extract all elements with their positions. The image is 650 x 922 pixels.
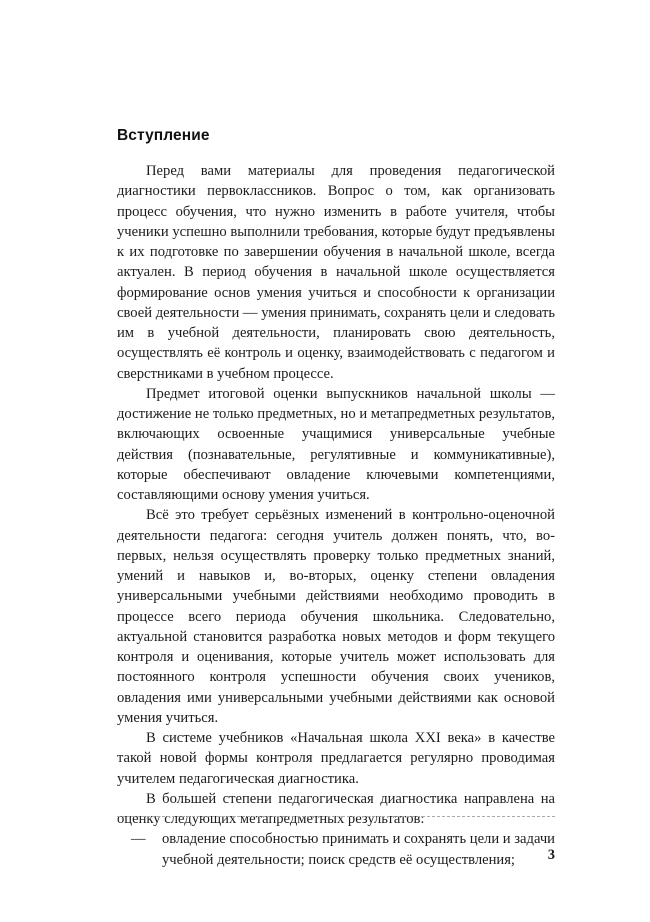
page-content [117, 126, 555, 870]
paragraph-3: Всё это требует серьёзных изменений в контрольно-оценочной деятельности педагога: сегодня учитель должен понять, что, во-первых, нельзя осуществлять проверку только предметных знаний, умений и навыков и, во-вторых, оценку степени овладения универсальными учебными действиями необходимо проводить в процессе всего периода обучения школьника. Следовательно, актуальной становится разработка новых методов и форм текущего контроля и оценивания, которые учитель может использовать для постоянного контроля успешности обучения своих учеников, овладения ими универсальными учебными действиями как основой умения учиться. [117, 507, 555, 726]
footer-divider [117, 816, 555, 817]
paragraph-1: Перед вами материалы для проведения педагогической диагностики первоклассников. Вопрос о том, как организовать процесс обучения, что нужно изменить в работе учителя, чтобы ученики успешно выполнили требования, которые будут предъявлены к их подготовке по завершении обучения в начальной школе, всегда актуален. В период обучения в начальной школе осуществляется формирование основ умения учиться и способности к организации своей деятельности — умения принимать, сохранять цели и следовать им в учебной деятельности, планировать свою деятельность, осуществлять её контроль и оценку, взаимодействовать с педагогом и сверстниками в учебном процессе. [117, 163, 555, 382]
paragraph-5: В большей степени педагогическая диагностика направлена на оценку следующих метапредметных результатов: [117, 790, 555, 827]
page-number: 3 [547, 847, 555, 863]
em-dash-marker: — [131, 831, 146, 848]
list-item-label: овладение способностью принимать и сохранять цели и задачи учебной деятельности; поиск средств её осуществления; [162, 831, 555, 868]
page-title: Вступление [117, 127, 210, 144]
paragraph-4: В системе учебников «Начальная школа XXI века» в качестве такой новой формы контроля предлагается регулярно проводимая учителем педагогическая диагностика. [117, 730, 555, 787]
metasubject-results-list [117, 829, 555, 870]
list-item [117, 829, 555, 870]
paragraph-2: Предмет итоговой оценки выпускников начальной школы — достижение не только предметных, но и метапредметных результатов, включающих освоенные учащимися универсальные учебные действия (познавательные, регулятивные и коммуникативные), которые обеспечивают овладение ключевыми компетенциями, составляющими основу умения учиться. [117, 385, 555, 503]
